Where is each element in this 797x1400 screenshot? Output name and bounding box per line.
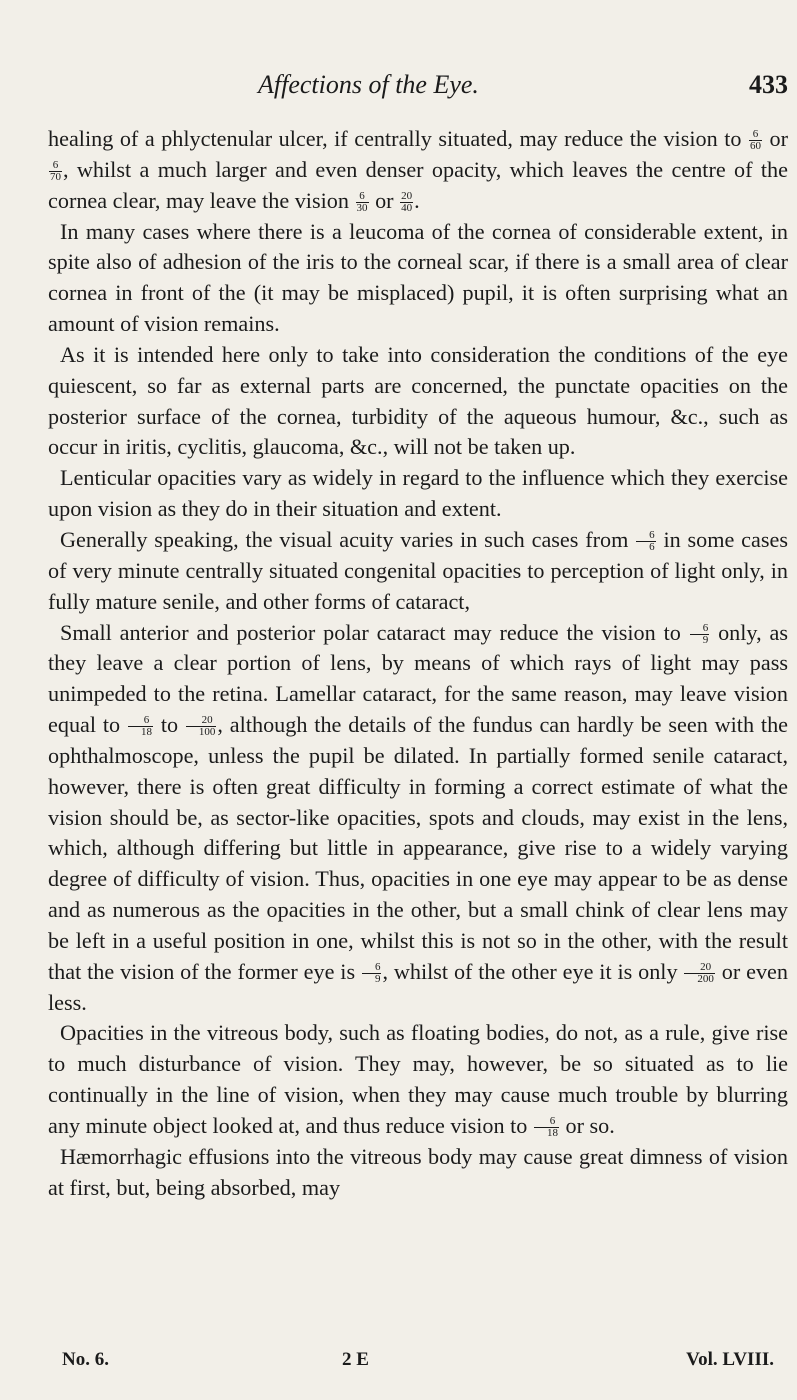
paragraph-p8	[48, 1142, 788, 1204]
text-run: , although the details of the fundus can hardly be seen with the ophthalmoscope, unless the pupil be dilated. In partially formed senile cataract, however, there is often great difficulty in forming a correct estimate of what the vision should be, as sector-like opacities, spots and clouds, may exist in the lens, which, although differing but little in appearance, give rise to a widely varying degree of difficulty of vision. Thus, opacities in one eye may appear to be as dense and as numerous as the opacities in the other, but a small chink of clear lens may be left in a useful position in one, whilst this is not so in the other, with the result that the vision of the former eye is	[48, 712, 789, 984]
fraction	[749, 129, 762, 152]
paragraph-p6	[48, 618, 788, 1019]
text-run: to	[153, 712, 185, 738]
text-run: .	[414, 187, 420, 213]
fraction-denominator: 100	[198, 726, 216, 739]
fraction-numerator: 6	[362, 962, 382, 974]
text-run: or even less.	[48, 958, 788, 1015]
text-run: only, as they leave a clear portion of lens, by means of which rays of light may pass unimpeded to the retina. Lamellar cataract, for the same reason, may leave vision equal to	[48, 619, 788, 738]
text-run: or	[763, 126, 789, 151]
fraction	[128, 715, 153, 738]
fraction-denominator: 70	[50, 171, 61, 184]
fraction-denominator: 40	[401, 202, 413, 215]
text-run: As it is intended here only to take into consideration the conditions of the eye quiescent, so far as external parts are concerned, the punctate opacities on the posterior surface of the cornea, turbidity of the aqueous humour, &c., such as occur in iritis, cyclitis, glaucoma, &c., will not be taken up.	[48, 341, 788, 460]
text-run: Opacities in the vitreous body, such as floating bodies, do not, as a rule, give rise to much disturbance of vision. They may, however, be so situated as to lie continually in the line of vision, when they may cause much trouble by blurring any minute object looked at, and thus reduce vision to	[48, 1020, 788, 1138]
fraction-numerator: 20	[186, 715, 217, 727]
fraction	[636, 530, 656, 553]
running-title: Affections of the Eye.	[258, 70, 479, 99]
fraction-numerator: 6	[534, 1116, 559, 1128]
fraction	[49, 160, 62, 183]
volume-number: Vol. LVIII.	[686, 1349, 774, 1370]
paragraph-p7	[48, 1018, 788, 1141]
signature-mark: 2 E	[342, 1349, 369, 1370]
running-header	[48, 70, 788, 106]
fraction-numerator: 20	[684, 962, 715, 974]
fraction	[362, 962, 382, 985]
issue-number: No. 6.	[62, 1349, 109, 1370]
body-text	[48, 124, 788, 1204]
fraction-numerator: 6	[128, 715, 153, 727]
fraction-numerator: 6	[749, 129, 762, 141]
fraction-numerator: 6	[49, 160, 62, 172]
paragraph-p1	[48, 124, 788, 217]
fraction-denominator: 60	[750, 140, 761, 153]
fraction-denominator: 6	[649, 541, 655, 554]
page-footer	[48, 1349, 788, 1379]
fraction-denominator: 9	[702, 633, 709, 646]
text-run: Small anterior and posterior polar cataract may reduce the vision to	[60, 619, 689, 645]
paragraph-p3	[48, 340, 788, 463]
text-run: Hæmorrhagic effusions into the vitreous body may cause great dimness of vision at first, but, being absorbed, may	[48, 1143, 788, 1200]
fraction	[690, 623, 710, 646]
text-run: healing of a phlyctenular ulcer, if centrally situated, may reduce the vision to	[48, 126, 748, 151]
text-run: Lenticular opacities vary as widely in regard to the influence which they exercise upon vision as they do in their situation and extent.	[48, 465, 788, 522]
fraction-numerator: 6	[636, 530, 656, 542]
text-run: or	[369, 187, 400, 213]
fraction	[400, 191, 413, 214]
paragraph-p5	[48, 525, 788, 618]
page	[48, 70, 788, 1204]
fraction	[356, 191, 369, 214]
fraction-numerator: 6	[690, 623, 710, 635]
text-run: In many cases where there is a leucoma of the cornea of considerable extent, in spite also of adhesion of the iris to the corneal scar, if there is a small area of clear cornea in front of the (it may be misplaced) pupil, it is often surprising what an amount of vision remains.	[48, 218, 788, 337]
text-run: Generally speaking, the visual acuity varies in such cases from	[60, 526, 636, 552]
page-number: 433	[749, 70, 788, 99]
fraction-denominator: 9	[374, 973, 381, 986]
fraction	[186, 715, 217, 738]
fraction-denominator: 200	[697, 973, 714, 986]
text-run: , whilst a much larger and even denser opacity, which leaves the centre of the cornea clear, may leave the vision	[48, 156, 788, 213]
text-run: in some cases of very minute centrally situated congenital opacities to perception of light only, in fully mature senile, and other forms of cataract,	[48, 526, 788, 614]
fraction-denominator: 18	[546, 1127, 558, 1140]
fraction-numerator: 20	[401, 190, 413, 203]
fraction-numerator: 6	[356, 191, 369, 203]
text-run: , whilst of the other eye it is only	[382, 958, 684, 984]
fraction	[534, 1116, 559, 1139]
paragraph-p2	[48, 217, 788, 340]
fraction	[684, 962, 715, 985]
text-run: or so.	[559, 1113, 615, 1138]
fraction-denominator: 30	[356, 202, 368, 215]
paragraph-p4	[48, 463, 788, 525]
fraction-denominator: 18	[140, 726, 152, 739]
